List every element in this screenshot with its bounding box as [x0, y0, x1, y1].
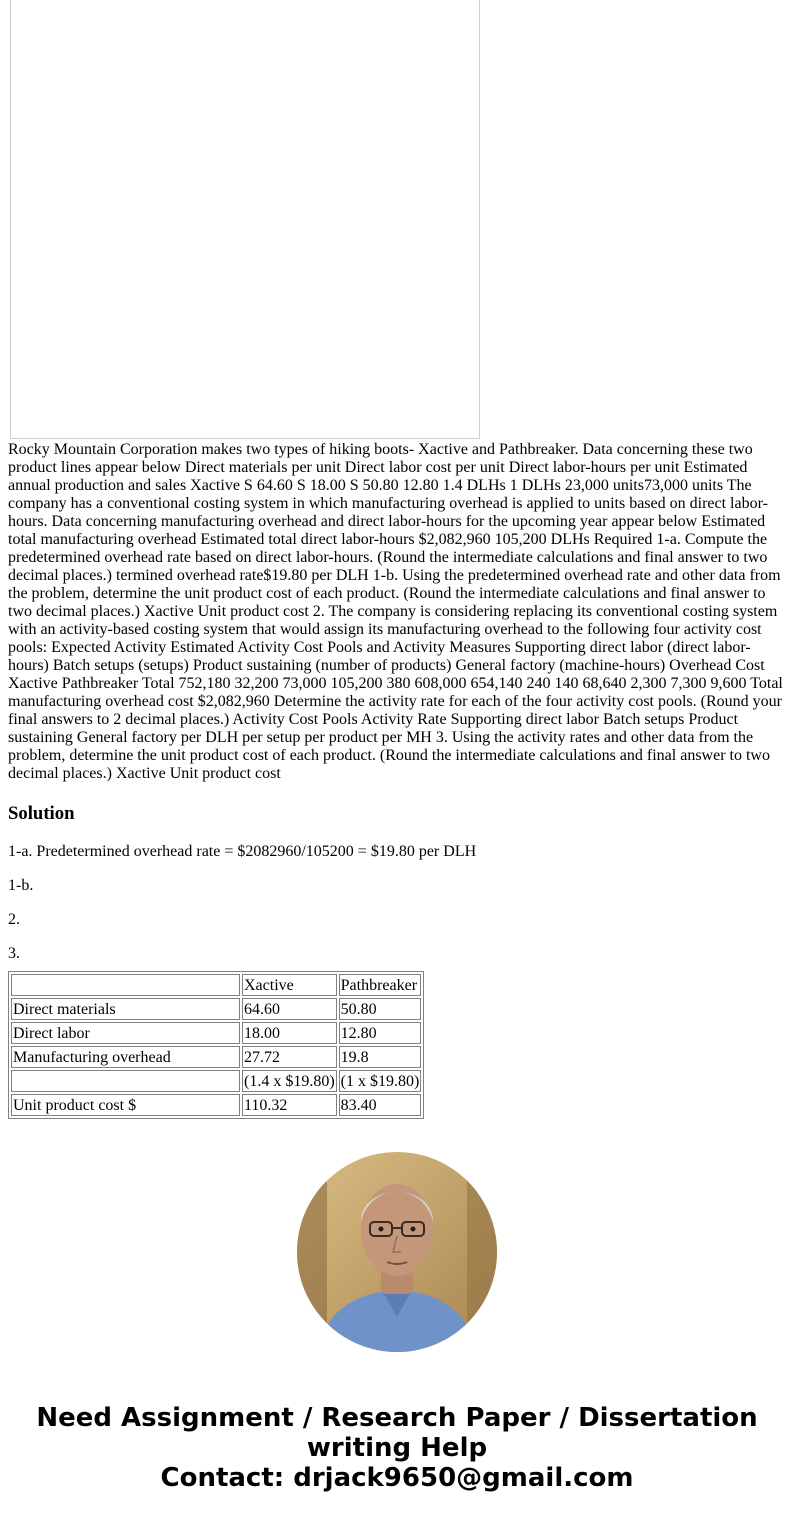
promo-line-contact: Contact: drjack9650@gmail.com	[160, 1463, 634, 1493]
table-cell: Direct materials	[11, 998, 240, 1020]
table-header-cell: Xactive	[242, 974, 337, 996]
table-row	[11, 1046, 421, 1068]
avatar-portrait-image	[297, 1152, 497, 1352]
table-row	[11, 998, 421, 1020]
table-cell: 27.72	[242, 1046, 337, 1068]
solution-heading: Solution	[8, 803, 75, 824]
table-header-row	[11, 974, 421, 996]
unit-cost-table	[8, 971, 424, 1119]
table-cell: Unit product cost $	[11, 1094, 240, 1116]
table-header-cell: Pathbreaker	[339, 974, 422, 996]
table-cell: 18.00	[242, 1022, 337, 1044]
avatar	[297, 1152, 497, 1352]
table-row	[11, 1094, 421, 1116]
solution-line-2: 2.	[8, 911, 20, 928]
question-text: Rocky Mountain Corporation makes two types of hiking boots- Xactive and Pathbreaker. Data concerning these two product lines appear below Direct materials per unit Direct labor cost per unit Direct labor-hours per unit Estimated annual production and sales Xactive S 64.60 S 18.00 S 50.80 12.80 1.4 DLHs 1 DLHs 23,000 units73,000 units The company has a conventional costing system in which manufacturing overhead is applied to units based on direct labor-hours. Data concerning manufacturing overhead and direct labor-hours for the upcoming year appear below Estimated total manufacturing overhead Estimated total direct labor-hours $2,082,960 105,200 DLHs Required 1-a. Compute the predetermined overhead rate based on direct labor-hours. (Round the intermediate calculations and final answer to two decimal places.) termined overhead rate$19.80 per DLH 1-b. Using the predetermined overhead rate and other data from the problem, determine the unit product cost of each product. (Round the intermediate calculations and final answer to two decimal places.) Xactive Unit product cost 2. The company is considering replacing its conventional costing system with an activity-based costing system that would assign its manufacturing overhead to the following four activity cost pools: Expected Activity Estimated Activity Cost Pools and Activity Measures Supporting direct labor (direct labor-hours) Batch setups (setups) Product sustaining (number of products) General factory (machine-hours) Overhead Cost Xactive Pathbreaker Total 752,180 32,200 73,000 105,200 380 608,000 654,140 240 140 68,640 2,300 7,300 9,600 Total manufacturing overhead cost $2,082,960 Determine the activity rate for each of the four activity cost pools. (Round your final answers to 2 decimal places.) Activity Cost Pools Activity Rate Supporting direct labor Batch setups Product sustaining General factory per DLH per setup per product per MH 3. Using the activity rates and other data from the problem, determine the unit product cost of each product. (Round the intermediate calculations and final answer to two decimal places.) Xactive Unit product cost	[8, 441, 783, 782]
table-cell: Direct labor	[11, 1022, 240, 1044]
solution-line-3: 3.	[8, 945, 20, 962]
table-row	[11, 1070, 421, 1092]
table-cell: 83.40	[339, 1094, 422, 1116]
table-cell: (1 x $19.80)	[339, 1070, 422, 1092]
question-image-placeholder	[10, 0, 480, 439]
table-cell: (1.4 x $19.80)	[242, 1070, 337, 1092]
table-cell: 110.32	[242, 1094, 337, 1116]
promo-banner	[0, 1403, 794, 1493]
table-cell: 19.8	[339, 1046, 422, 1068]
table-cell: Manufacturing overhead	[11, 1046, 240, 1068]
table-row	[11, 1022, 421, 1044]
promo-line-help: Need Assignment / Research Paper / Dissertation writing Help	[36, 1403, 758, 1463]
solution-line-1a: 1-a. Predetermined overhead rate = $2082960/105200 = $19.80 per DLH	[8, 843, 477, 860]
table-cell: 64.60	[242, 998, 337, 1020]
table-header-cell	[11, 974, 240, 996]
table-cell: 12.80	[339, 1022, 422, 1044]
solution-line-1b: 1-b.	[8, 877, 34, 894]
table-cell	[11, 1070, 240, 1092]
table-cell: 50.80	[339, 998, 422, 1020]
